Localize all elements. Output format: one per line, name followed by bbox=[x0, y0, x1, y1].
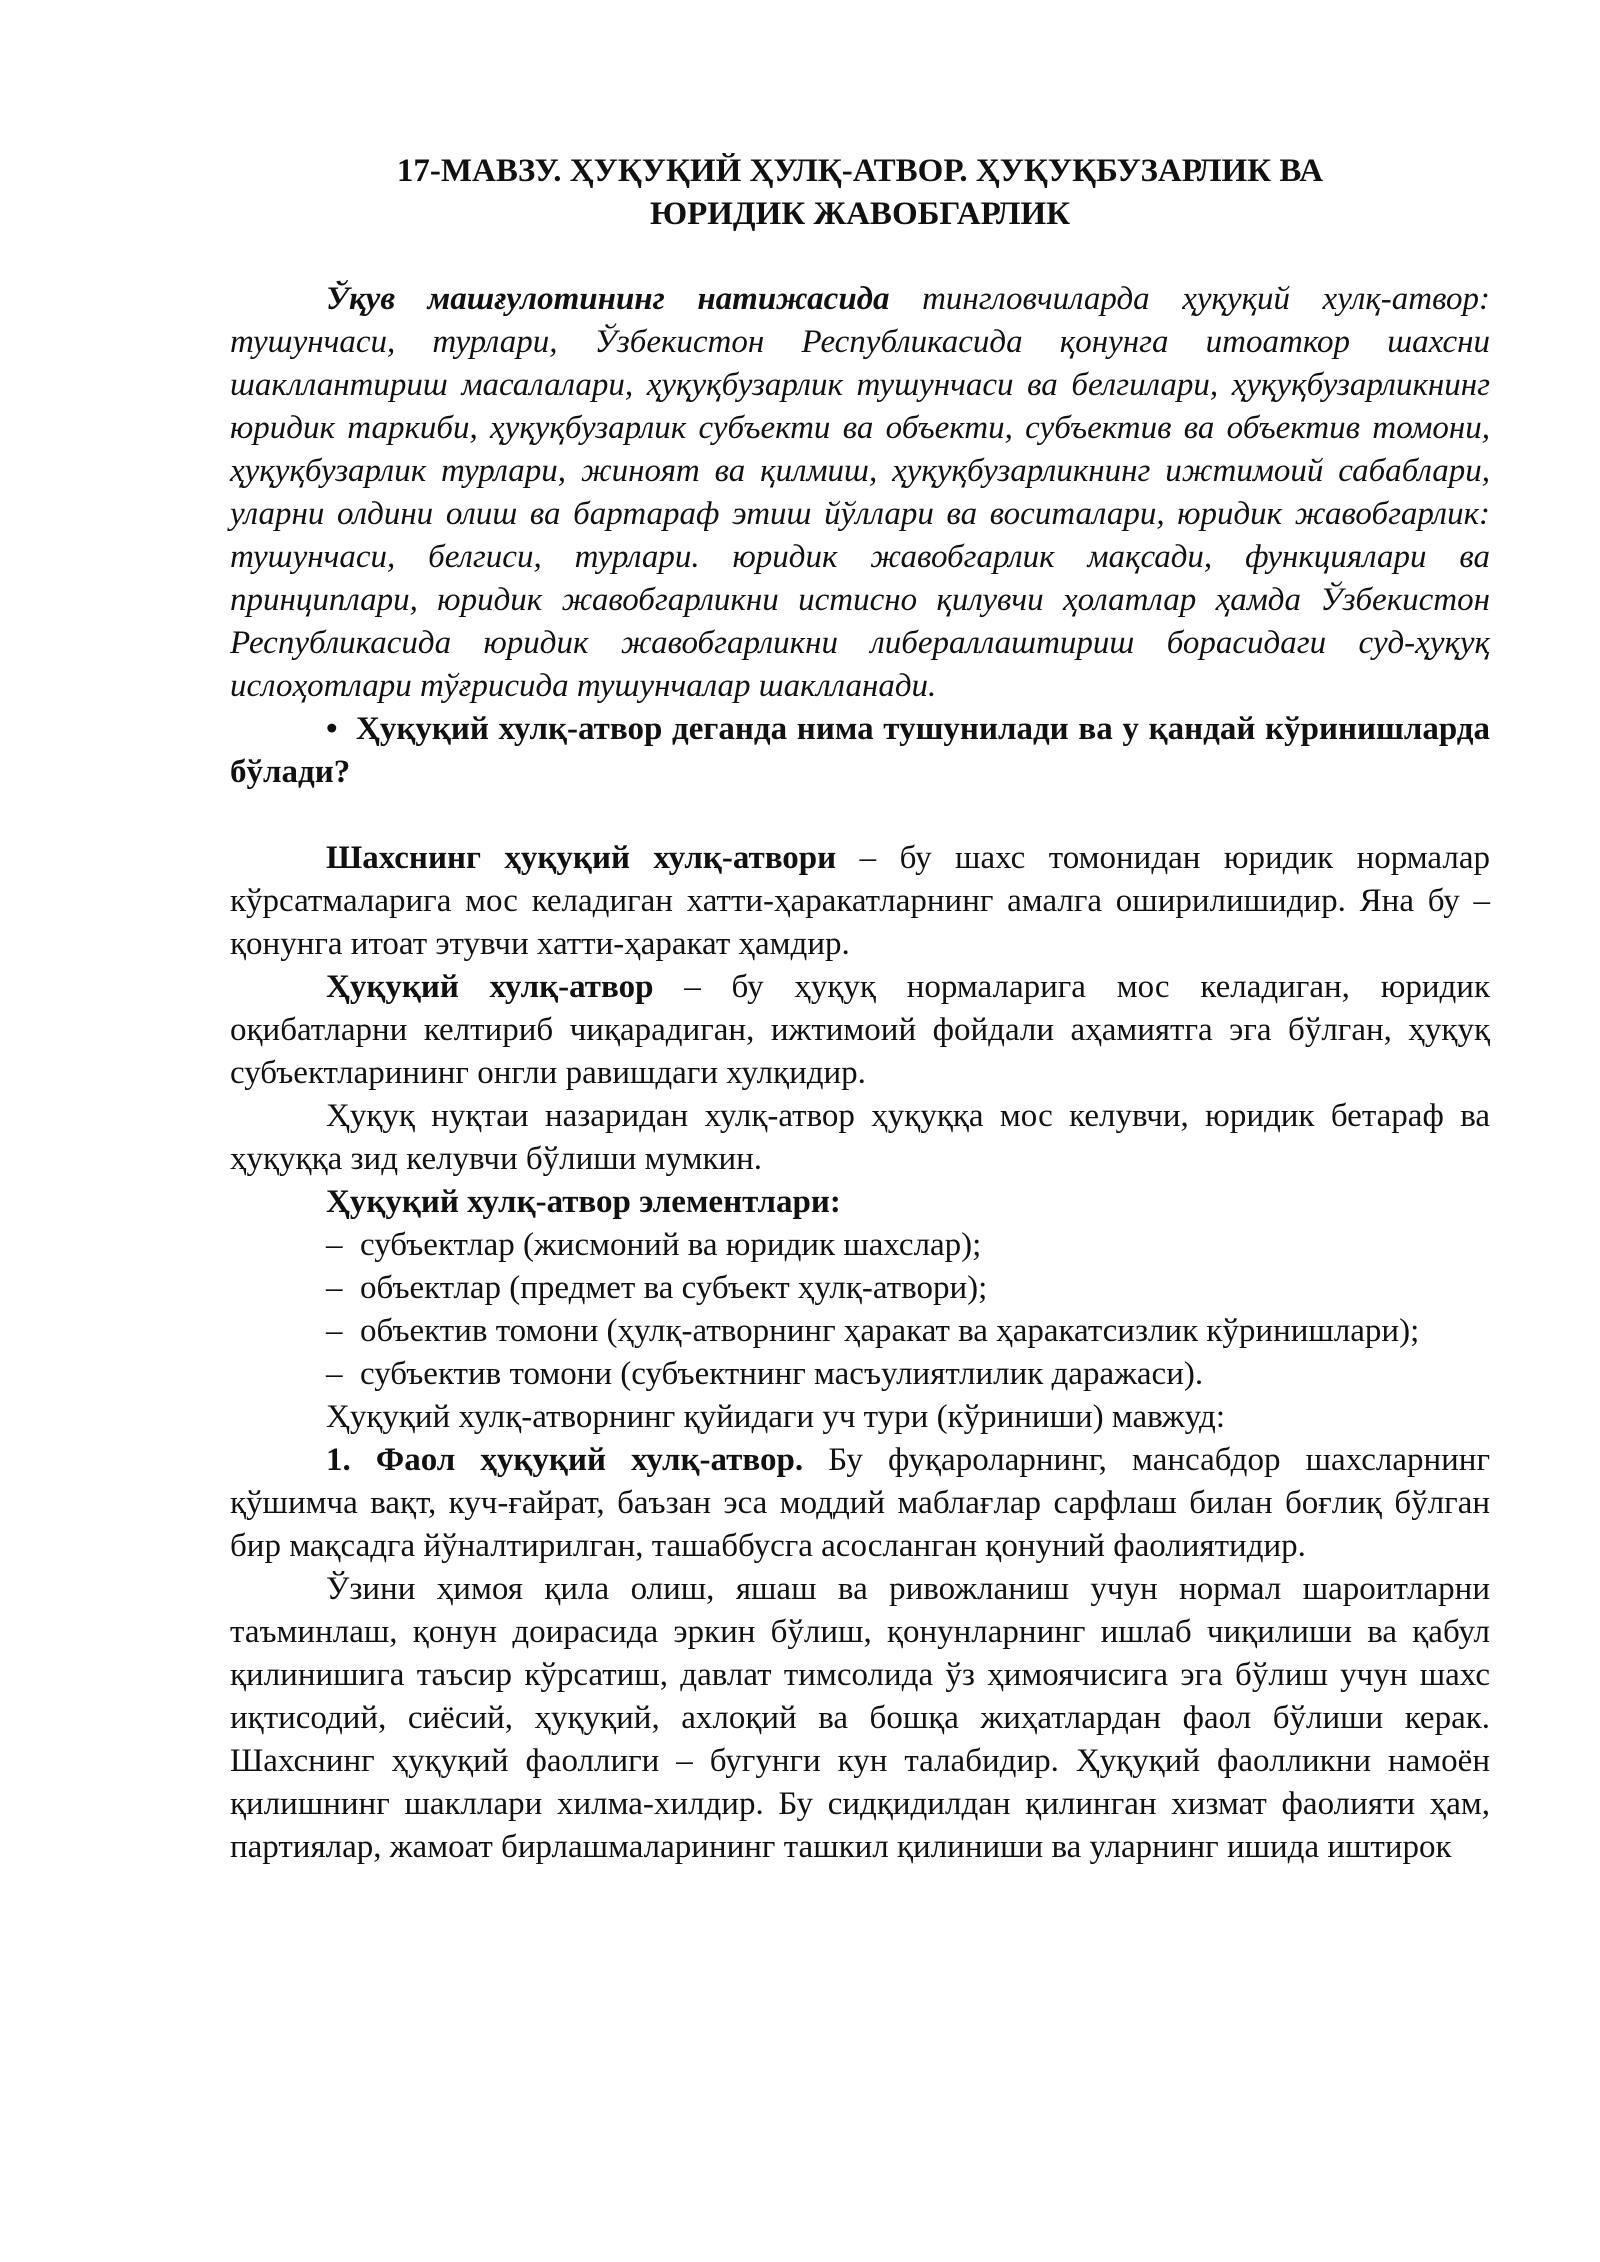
list-item-text: объектив томони (ҳулқ-атворнинг ҳаракат ва ҳаракатсизлик кўринишлари); bbox=[360, 1313, 1420, 1349]
definition-term-2: Ҳуқуқий хулқ-атвор bbox=[326, 969, 654, 1005]
definition-text-2: – бу ҳуқуқ нормаларига мос келадиган, юридик оқибатларни келтириб чиқарадиган, ижтимоий фойдали аҳамиятга эга бўлган, ҳуқуқ субъектларининг онгли равишдаги хулқидир. bbox=[230, 969, 1490, 1091]
definition-paragraph-1 bbox=[230, 837, 1490, 966]
definition-text-1: – бу шахс томонидан юридик нормалар кўрсатмаларига мос келадиган хатти-ҳаракатларнинг амалга оширилишидир. Яна бу – қонунга итоат этувчи хатти-ҳаракат ҳамдир. bbox=[230, 840, 1490, 962]
activity-paragraph: Ўзини ҳимоя қила олиш, яшаш ва ривожланиш учун нормал шароитларни таъминлаш, қонун доирасида эркин бўлиш, қонунларнинг ишлаб чиқилиши ва қабул қилинишига таъсир кўрсатиш, давлат тимсолида ўз ҳимоячисига эга бўлиш учун шахс иқтисодий, сиёсий, ҳуқуқий, ахлоқий ва бошқа жиҳатлардан фаол бўлиши керак. Шахснинг ҳуқуқий фаоллиги – бугунги кун талабидир. Ҳуқуқий фаолликни намоён қилишнинг шакллари хилма-хилдир. Бу сидқидилдан қилинган хизмат фаолияти ҳам, партиялар, жамоат бирлашмаларининг ташкил қилиниши ва уларнинг ишида иштирок bbox=[230, 1571, 1490, 1865]
document-page bbox=[230, 150, 1490, 1869]
view-paragraph: Ҳуқуқ нуқтаи назаридан хулқ-атвор ҳуқуққа мос келувчи, юридик бетараф ва ҳуқуққа зид келувчи бўлиши мумкин. bbox=[230, 1098, 1490, 1177]
list-item bbox=[230, 1224, 1490, 1267]
list-item bbox=[230, 1353, 1490, 1396]
elements-heading: Ҳуқуқий хулқ-атвор элементлари: bbox=[326, 1184, 841, 1220]
active-behavior-term: 1. Фаол ҳуқуқий хулқ-атвор. bbox=[326, 1442, 804, 1478]
section-question bbox=[230, 708, 1490, 794]
types-paragraph: Ҳуқуқий хулқ-атворнинг қуйидаги уч тури (кўриниши) мавжуд: bbox=[326, 1399, 1225, 1435]
list-item-text: субъектив томони (субъектнинг масъулиятлилик даражаси). bbox=[360, 1356, 1204, 1392]
dash-marker: – bbox=[326, 1356, 343, 1392]
list-item bbox=[230, 1267, 1490, 1310]
intro-paragraph bbox=[230, 278, 1490, 708]
dash-marker: – bbox=[326, 1270, 343, 1306]
list-item-text: объектлар (предмет ва субъект ҳулқ-атвори); bbox=[360, 1270, 988, 1306]
title-line-2: ЮРИДИК ЖАВОБГАРЛИК bbox=[649, 196, 1071, 232]
page-title bbox=[230, 150, 1490, 236]
bullet-icon: • bbox=[326, 711, 338, 747]
question-text: Ҳуқуқий хулқ-атвор деганда нима тушунилади ва у қандай кўринишларда бўлади? bbox=[230, 711, 1490, 790]
elements-list bbox=[230, 1224, 1490, 1396]
dash-marker: – bbox=[326, 1227, 343, 1263]
definition-term-1: Шахснинг ҳуқуқий хулқ-атвори bbox=[326, 840, 837, 876]
active-behavior-paragraph bbox=[230, 1439, 1490, 1568]
dash-marker: – bbox=[326, 1313, 343, 1349]
intro-text: тингловчиларда ҳуқуқий хулқ-атвор: тушунчаси, турлари, Ўзбекистон Республикасида қонунга итоаткор шахсни шакллантириш масалалари, ҳуқуқбузарлик тушунчаси ва белгилари, ҳуқуқбузарликнинг юридик таркиби, ҳуқуқбузарлик субъекти ва объекти, субъектив ва объектив томони, ҳуқуқбузарлик турлари, жиноят ва қилмиш, ҳуқуқбузарликнинг ижтимоий сабаблари, уларни олдини олиш ва бартараф этиш йўллари ва воситалари, юридик жавобгарлик: тушунчаси, белгиси, турлари. юридик жавобгарлик мақсади, функциялари ва принциплари, юридик жавобгарликни истисно қилувчи ҳолатлар ҳамда Ўзбекистон Республикасида юридик жавобгарликни либераллаштириш борасидаги суд-ҳуқуқ ислоҳотлари тўғрисида тушунчалар шаклланади. bbox=[230, 281, 1490, 704]
list-item-text: субъектлар (жисмоний ва юридик шахслар); bbox=[360, 1227, 982, 1263]
list-item bbox=[230, 1310, 1490, 1353]
intro-lead: Ўқув машғулотининг натижасида bbox=[326, 281, 890, 317]
title-line-1: 17-МАВЗУ. ҲУҚУҚИЙ ҲУЛҚ-АТВОР. ҲУҚУҚБУЗАРЛИК ВА bbox=[396, 153, 1324, 189]
definition-paragraph-2 bbox=[230, 966, 1490, 1095]
active-behavior-text: Бу фуқароларнинг, мансабдор шахсларнинг қўшимча вақт, куч-ғайрат, баъзан эса моддий маблағлар сарфлаш билан боғлиқ бўлган бир мақсадга йўналтирилган, ташаббусга асосланган қонуний фаолиятидир. bbox=[230, 1442, 1490, 1564]
